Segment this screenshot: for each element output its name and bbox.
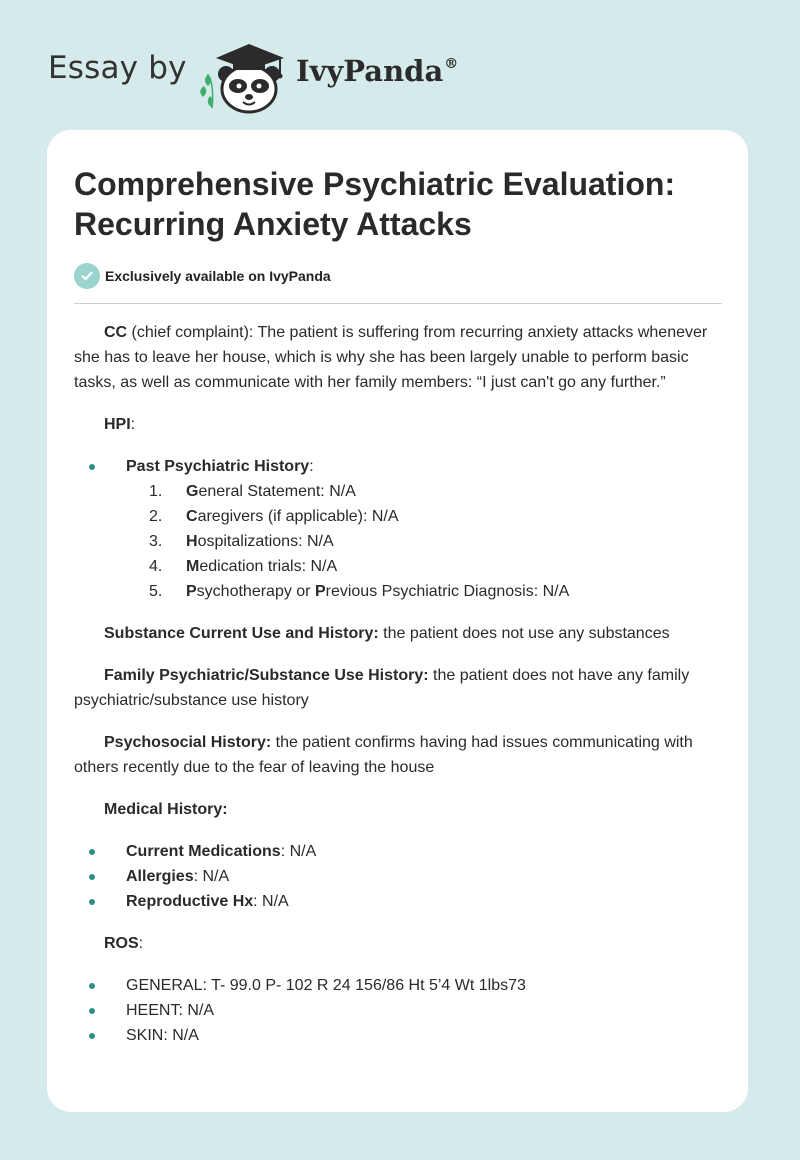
- substance-paragraph: Substance Current Use and History: the patient does not use any substances: [104, 625, 670, 642]
- checkmark-icon: [74, 263, 100, 289]
- list-item: 4. Medication trials: N/A: [149, 558, 338, 575]
- panda-logo-icon: [196, 34, 294, 114]
- list-item: 1. General Statement: N/A: [149, 483, 356, 500]
- list-item: HEENT: N/A: [74, 998, 724, 1023]
- medical-heading: Medical History:: [104, 801, 228, 818]
- page-title: Comprehensive Psychiatric Evaluation: Recurring Anxiety Attacks: [74, 166, 676, 242]
- past-history-list: [74, 454, 724, 604]
- essay-card: [47, 130, 748, 1112]
- list-item: Allergies: N/A: [74, 864, 724, 889]
- exclusive-badge: [74, 263, 331, 289]
- past-history-sublist: [126, 479, 724, 604]
- cc-text: (chief complaint): The patient is suffering from recurring anxiety attacks whenever she has to leave her house, which is why she has been largely unable to perform basic tasks, as well as communicate with her family members: “I just can't go any further.”: [74, 324, 708, 391]
- brand-name: IvyPanda®: [296, 54, 459, 88]
- cc-paragraph: [74, 320, 724, 395]
- essay-by-label: Essay by: [48, 50, 187, 86]
- ros-heading: ROS:: [104, 935, 144, 952]
- list-item: Current Medications: N/A: [74, 839, 724, 864]
- ros-list: [74, 973, 724, 1048]
- site-header: [0, 0, 800, 128]
- essay-body: [74, 320, 724, 1065]
- medical-list: [74, 839, 724, 914]
- list-item: 3. Hospitalizations: N/A: [149, 533, 334, 550]
- family-paragraph: Family Psychiatric/Substance Use History: the patient does not have any family psychiatric/substance use history: [74, 667, 690, 709]
- hpi-heading: HPI:: [104, 416, 136, 433]
- psychosocial-paragraph: Psychosocial History: the patient confirms having had issues communicating with others recently due to the fear of leaving the house: [74, 734, 693, 776]
- list-item: Past Psychiatric History: 1. General Statement: N/A 2. Caregivers (if applicable): N/A 3. Hospitalizations: N/A 4. Medication trials: N/A 5. Psychotherapy or Previous Psychiatric Diagnosis: N/A: [74, 454, 724, 604]
- registered-mark: ®: [444, 56, 459, 72]
- list-item: Reproductive Hx: N/A: [74, 889, 724, 914]
- list-item: SKIN: N/A: [74, 1023, 724, 1048]
- cc-label: CC: [104, 324, 128, 341]
- list-item: 2. Caregivers (if applicable): N/A: [149, 508, 399, 525]
- exclusive-text: Exclusively available on IvyPanda: [105, 268, 331, 284]
- list-item: 5. Psychotherapy or Previous Psychiatric Diagnosis: N/A: [149, 583, 570, 600]
- divider: [74, 303, 722, 304]
- list-item: GENERAL: T- 99.0 P- 102 R 24 156/86 Ht 5’4 Wt 1lbs73: [74, 973, 724, 998]
